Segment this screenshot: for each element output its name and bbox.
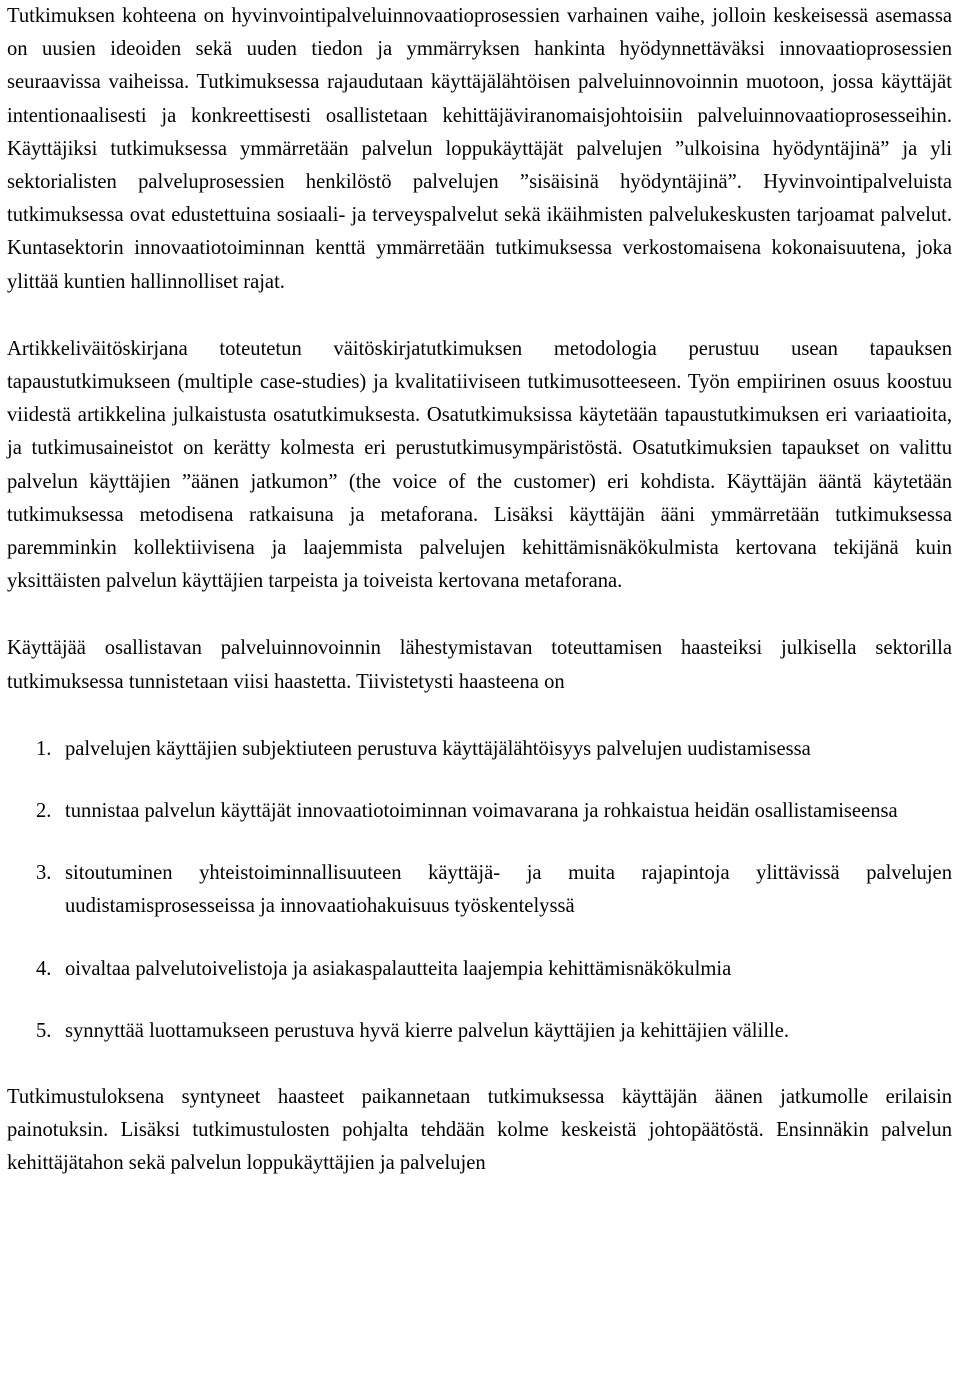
paragraph-challenges-intro: Käyttäjää osallistavan palveluinnovoinnin lähestymistavan toteuttamisen haasteiksi julkisella sektorilla tutkimuksessa tunnistetaan viisi haastetta. Tiivistetysti haasteena on (7, 637, 952, 693)
list-item-text: oivaltaa palvelutoivelistoja ja asiakaspalautteita laajempia kehittämisnäkökulmia (65, 957, 732, 980)
list-number: 3. (36, 862, 52, 885)
list-number: 4. (36, 957, 52, 980)
list-item (7, 857, 952, 923)
list-item (7, 733, 952, 766)
list-number: 1. (36, 737, 52, 760)
list-item (7, 795, 952, 828)
list-number: 2. (36, 800, 52, 823)
list-item-text: sitoutuminen yhteistoiminnallisuuteen käyttäjä- ja muita rajapintoja ylittävissä palvelujen uudistamisprosesseissa ja innovaatiohakuisuus työskentelyssä (65, 862, 952, 918)
list-item-text: synnyttää luottamukseen perustuva hyvä kierre palvelun käyttäjien ja kehittäjien välille. (65, 1019, 789, 1042)
list-number: 5. (36, 1019, 52, 1042)
challenges-list (7, 733, 952, 1048)
list-item-text: tunnistaa palvelun käyttäjät innovaatiotoiminnan voimavarana ja rohkaistua heidän osallistamiseensa (65, 800, 898, 823)
list-item (7, 953, 952, 986)
list-item (7, 1015, 952, 1048)
paragraph-results: Tutkimustuloksena syntyneet haasteet paikannetaan tutkimuksessa käyttäjän äänen jatkumolle erilaisin painotuksin. Lisäksi tutkimustulosten pohjalta tehdään kolme keskeistä johtopäätöstä. Ensinnäkin palvelun kehittäjätahon sekä palvelun loppukäyttäjien ja palvelujen (7, 1086, 952, 1175)
list-item-text: palvelujen käyttäjien subjektiuteen perustuva käyttäjälähtöisyys palvelujen uudistamisessa (65, 737, 811, 760)
paragraph-research-scope: Tutkimuksen kohteena on hyvinvointipalveluinnovaatioprosessien varhainen vaihe, jolloin keskeisessä asemassa on uusien ideoiden sekä uuden tiedon ja ymmärryksen hankinta hyödynnettäväksi innovaatioprosessien seuraavissa vaiheissa. Tutkimuksessa rajaudutaan käyttäjälähtöisen palveluinnovoinnin muotoon, jossa käyttäjät intentionaalisesti ja konkreettisesti osallistetaan kehittäjäviranomaisjohtoisiin palveluinnovaatioprosesseihin. Käyttäjiksi tutkimuksessa ymmärretään palvelun loppukäyttäjät palvelujen ”ulkoisina hyödyntäjinä” ja yli sektorialisten palveluprosessien henkilöstö palvelujen ”sisäisinä hyödyntäjinä”. Hyvinvointipalveluista tutkimuksessa ovat edustettuina sosiaali- ja terveyspalvelut sekä ikäihmisten palvelukeskusten tarjoamat palvelut. Kuntasektorin innovaatiotoiminnan kenttä ymmärretään tutkimuksessa verkostomaisena kokonaisuutena, joka ylittää kuntien hallinnolliset rajat. (7, 5, 952, 293)
paragraph-methodology: Artikkeliväitöskirjana toteutetun väitöskirjatutkimuksen metodologia perustuu usean tapauksen tapaustutkimukseen (multiple case-studies) ja kvalitatiiviseen tutkimusotteeseen. Työn empiirinen osuus koostuu viidestä artikkelina julkaistusta osatutkimuksesta. Osatutkimuksissa käytetään tapaustutkimuksen eri variaatioita, ja tutkimusaineistot on kerätty kolmesta eri perustutkimusympäristöstä. Osatutkimuksien tapaukset on valittu palvelun käyttäjien ”äänen jatkumon” (the voice of the customer) eri kohdista. Käyttäjän ääntä käytetään tutkimuksessa metodisena ratkaisuna ja metaforana. Lisäksi käyttäjän ääni ymmärretään tutkimuksessa paremminkin kollektiivisena ja laajemmista palvelujen kehittämisnäkökulmista kertovana tekijänä kuin yksittäisten palvelun käyttäjien tarpeista ja toiveista kertovana metaforana. (7, 337, 952, 593)
